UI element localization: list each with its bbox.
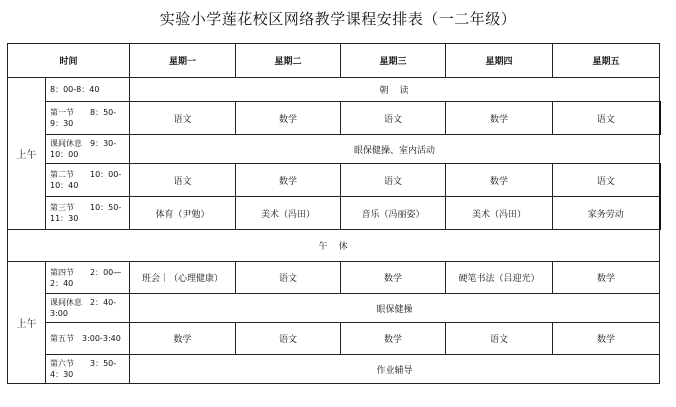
time-cell: 8：00-8：40	[46, 78, 130, 102]
class-cell: 美术（冯田）	[236, 197, 341, 230]
class-cell: 数学	[446, 102, 553, 135]
session-label-morning: 上午	[8, 78, 46, 230]
table-row	[8, 262, 660, 294]
header-day-wed: 星期三	[341, 44, 446, 78]
class-cell: 语文	[236, 262, 341, 294]
class-cell: 语文	[130, 102, 236, 135]
class-cell: 数学	[553, 262, 660, 294]
class-cell: 语文	[446, 323, 553, 355]
table-row	[8, 102, 660, 135]
class-cell: 语文	[130, 164, 236, 197]
class-cell: 语文	[553, 102, 660, 135]
class-cell: 家务劳动	[553, 197, 660, 230]
schedule-table	[7, 43, 661, 384]
class-cell: 体育（尹勉）	[130, 197, 236, 230]
header-day-thu: 星期四	[446, 44, 553, 78]
activity-cell: 作业辅导	[130, 355, 660, 384]
class-cell: 数学	[341, 323, 446, 355]
class-cell: 数学	[236, 164, 341, 197]
page-title: 实验小学莲花校区网络教学课程安排表（一二年级）	[159, 10, 517, 28]
time-cell: 第三节 10：50-11：30	[46, 197, 130, 230]
table-row	[8, 323, 660, 355]
time-cell: 第一节 8：50-9：30	[46, 102, 130, 135]
time-cell: 第六节 3：50-4：30	[46, 355, 130, 384]
table-row	[8, 135, 660, 164]
table-row	[8, 164, 660, 197]
activity-cell: 眼保健操	[130, 294, 660, 323]
header-row	[8, 44, 660, 78]
time-cell: 第四节 2：00—2：40	[46, 262, 130, 294]
session-label-afternoon: 上午	[8, 262, 46, 384]
table-row	[8, 294, 660, 323]
activity-cell: 朝 读	[130, 78, 660, 102]
class-cell: 数学	[341, 262, 446, 294]
class-cell: 语文	[341, 164, 446, 197]
class-cell: 数学	[130, 323, 236, 355]
noon-break-cell: 午 休	[8, 230, 660, 262]
class-cell: 班会｜（心理健康）	[130, 262, 236, 294]
class-cell: 硬笔书法（吕迎光）	[446, 262, 553, 294]
class-cell: 语文	[236, 323, 341, 355]
time-cell: 第五节 3:00-3:40	[46, 323, 130, 355]
class-cell: 语文	[341, 102, 446, 135]
header-day-mon: 星期一	[130, 44, 236, 78]
class-cell: 语文	[553, 164, 660, 197]
table-row	[8, 78, 660, 102]
activity-cell: 眼保健操、室内活动	[130, 135, 660, 164]
table-row	[8, 355, 660, 384]
class-cell: 数学	[553, 323, 660, 355]
class-cell: 数学	[446, 164, 553, 197]
time-cell: 课间休息 9：30-10：00	[46, 135, 130, 164]
header-day-fri: 星期五	[553, 44, 660, 78]
time-cell: 第二节 10：00-10：40	[46, 164, 130, 197]
header-time: 时间	[8, 44, 130, 78]
time-cell: 课间休息 2：40-3:00	[46, 294, 130, 323]
class-cell: 美术（冯田）	[446, 197, 553, 230]
header-day-tue: 星期二	[236, 44, 341, 78]
table-row	[8, 197, 660, 230]
table-row	[8, 230, 660, 262]
class-cell: 数学	[236, 102, 341, 135]
class-cell: 音乐（冯丽姿）	[341, 197, 446, 230]
